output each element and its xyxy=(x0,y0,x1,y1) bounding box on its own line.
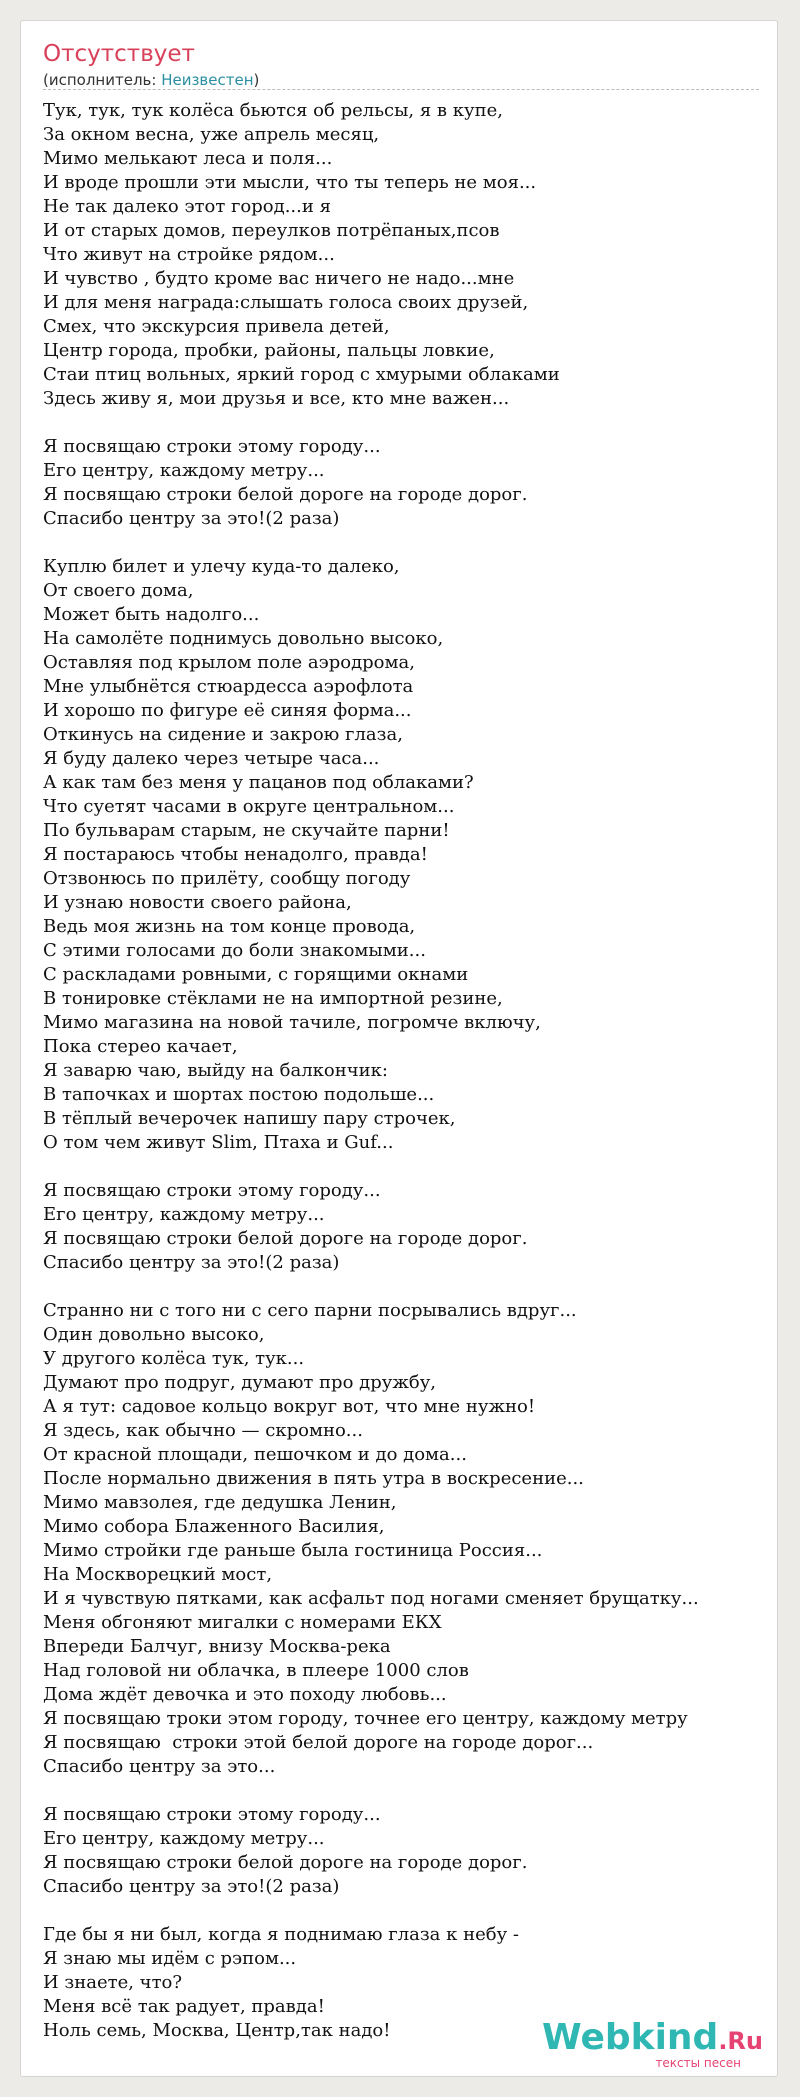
song-title: Отсутствует xyxy=(43,41,195,67)
artist-link[interactable]: Неизвестен xyxy=(161,71,254,89)
lyrics-card xyxy=(20,20,778,2077)
title-divider xyxy=(43,89,759,90)
logo-tagline: тексты песен xyxy=(655,2056,741,2070)
artist-prefix: (исполнитель: xyxy=(43,71,162,89)
logo-name: Webkind xyxy=(542,2017,719,2058)
artist-suffix: ) xyxy=(253,71,260,89)
logo-tld: .Ru xyxy=(718,2027,763,2055)
artist-line xyxy=(43,71,259,89)
lyrics-text: Тук, тук, тук колёса бьются об рельсы, я в купе, За окном весна, уже апрель месяц, Мимо мелькают леса и поля... И вроде прошли эти мысли, что ты теперь не моя... Не так далеко этот город...и я И от старых домов, переулков потрёпаных,псов Что живут на стройке рядом... И чувство , будто кроме вас ничего не надо...мне И для меня награда:слышать голоса своих друзей, Смех, что экскурсия привела детей, Центр города, пробки, районы, пальцы ловкие, Стаи птиц вольных, яркий город с хмурыми облаками Здесь живу я, мои друзья и все, кто мне важен... Я посвящаю строки этому городу... Его центру, каждому метру... Я посвящаю строки белой дороге на городе дорог. Спасибо центру за это!(2 раза) Куплю билет и улечу куда-то далеко, От своего дома, Может быть надолго... На самолёте поднимусь довольно высоко, Оставляя под крылом поле аэродрома, Мне улыбнётся стюардесса аэрофлота И хорошо по фигуре её синяя форма... Откинусь на сидение и закрою глаза, Я буду далеко через четыре часа... А как там без меня у пацанов под облаками? Что суетят часами в округе центральном... По бульварам старым, не скучайте парни! Я постараюсь чтобы ненадолго, правда! Отзвонюсь по прилёту, сообщу погоду И узнаю новости своего района, Ведь моя жизнь на том конце провода, С этими голосами до боли знакомыми... С раскладами ровными, с горящими окнами В тонировке стёклами не на импортной резине, Мимо магазина на новой тачиле, погромче включу, Пока стерео качает, Я заварю чаю, выйду на балкончик: В тапочках и шортах постою подольше... В тёплый вечерочек напишу пару строчек, О том чем живут Slim, Птаха и Guf... Я посвящаю строки этому городу... Его центру, каждому метру... Я посвящаю строки белой дороге на городе дорог. Спасибо центру за это!(2 раза) Странно ни с того ни с сего парни посрывались вдруг... Один довольно высоко, У другого колёса тук, тук... Думают про подруг, думают про дружбу, А я тут: садовое кольцо вокруг вот, что мне нужно! Я здесь, как обычно — скромно... От красной площади, пешочком и до дома... После нормально движения в пять утра в воскресение... Мимо мавзолея, где дедушка Ленин, Мимо собора Блаженного Василия, Мимо стройки где раньше была гостиница Россия... На Москворецкий мост, И я чувствую пятками, как асфальт под ногами сменяет брущатку... Меня обгоняют мигалки с номерами ЕКХ Впереди Балчуг, внизу Москва-река Над головой ни облачка, в плеере 1000 слов Дома ждёт девочка и это походу любовь... Я посвящаю троки этом городу, точнее его центру, каждому метру Я посвящаю строки этой белой дороге на городе дорог... Спасибо центру за это... Я посвящаю строки этому городу... Его центру, каждому метру... Я посвящаю строки белой дороге на городе дорог. Спасибо центру за это!(2 раза) Где бы я ни был, когда я поднимаю глаза к небу - Я знаю мы идём с рэпом... И знаете, что? Меня всё так радует, правда! Ноль семь, Москва, Центр,так надо! xyxy=(43,100,699,2041)
webkind-logo[interactable] xyxy=(542,2019,763,2070)
